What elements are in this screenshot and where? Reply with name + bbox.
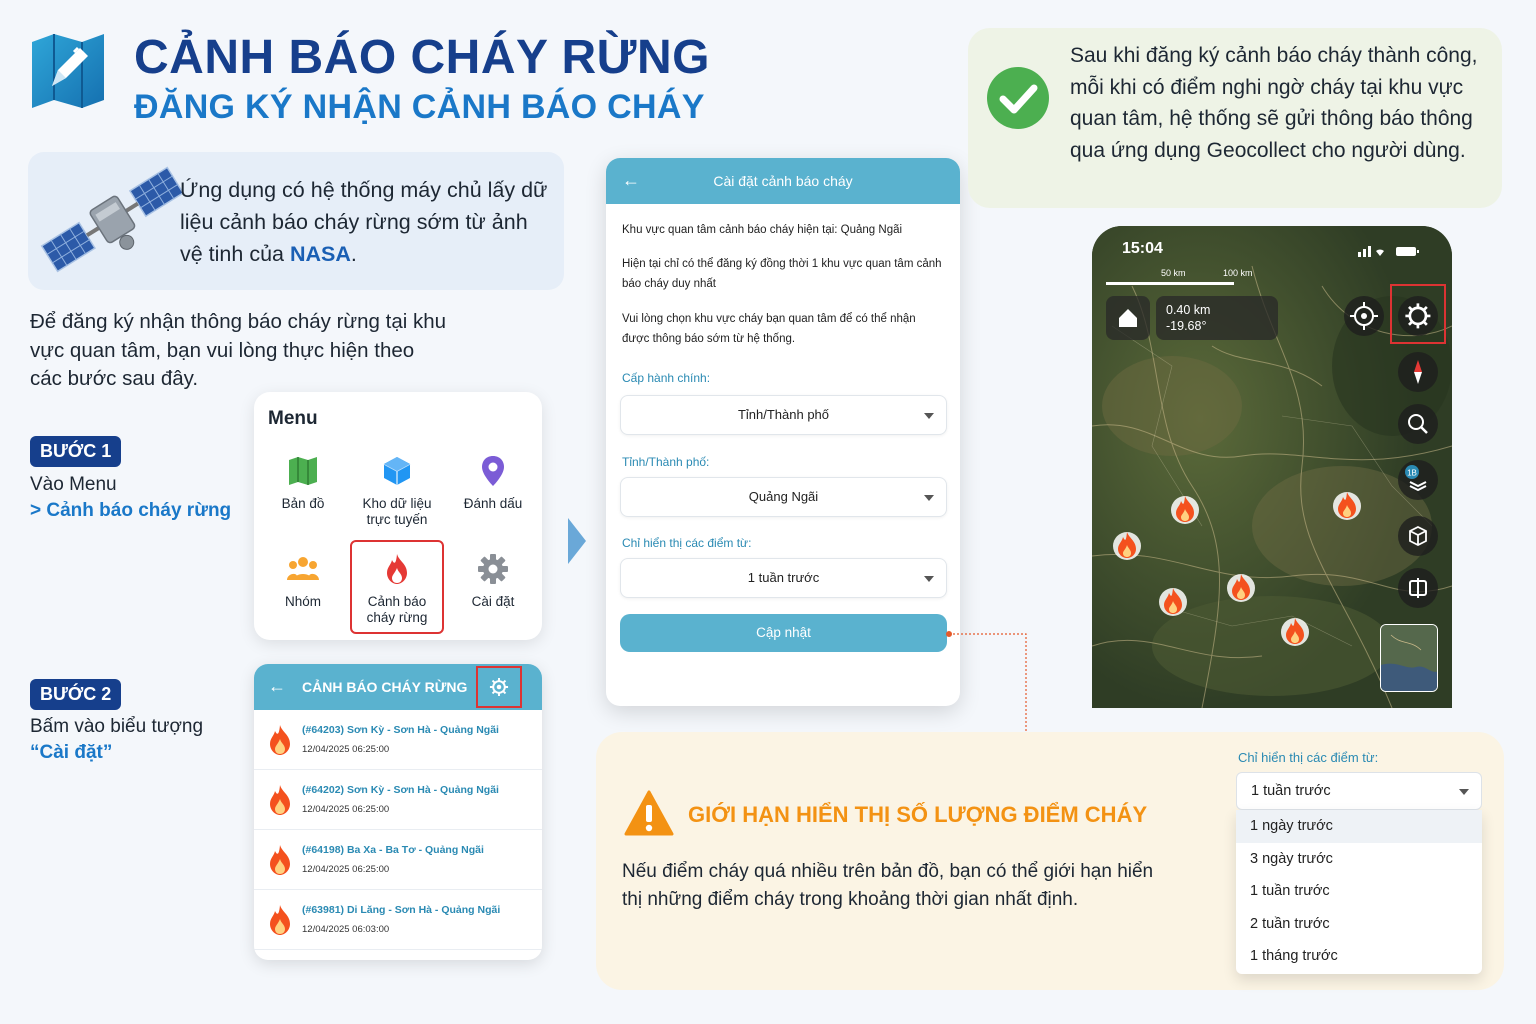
step2-badge: BƯỚC 2 [30,679,121,710]
chevron-down-icon [924,413,934,419]
cube-icon [380,454,414,488]
ruler-icon [1398,568,1438,608]
locate-button[interactable] [1344,296,1384,336]
step1-link: > Cảnh báo cháy rừng [30,500,232,521]
search-icon [1398,404,1438,444]
check-circle-icon [986,66,1050,130]
chevron-right-icon [566,516,588,566]
current-area-text: Khu vực quan tâm cảnh báo cháy hiện tại: Quảng Ngãi [622,224,903,236]
gear-icon [488,676,510,698]
fire-icon [266,784,294,816]
fire-settings-screen [606,158,960,706]
crosshair-icon [1344,296,1384,336]
fire-alert-row[interactable]: (#63981) Di Lăng - Sơn Hà - Quảng Ngãi 12/04/2025 06:03:00 [254,890,542,950]
layers-icon [1398,460,1438,500]
menu-item-fire-alert[interactable]: Cảnh báo cháy rừng [350,540,444,634]
range-label: Chỉ hiển thị các điểm từ: [622,536,752,550]
fire-marker-icon[interactable] [1280,614,1310,648]
success-note-text: Sau khi đăng ký cảnh báo cháy thành công, mỗi khi có điểm nghi ngờ cháy tại khu vực quan tâm, hệ thống sẽ gửi thông báo thông qua ứng dụng Geocollect cho người dùng. [1070,44,1478,162]
success-note [968,28,1502,208]
back-arrow-icon[interactable]: ← [268,676,286,696]
fire-list-header [254,664,542,710]
step1-text: Vào Menu > Cảnh báo cháy rừng [30,472,231,524]
admin-level-select[interactable]: Tỉnh/Thành phố [620,395,947,435]
minimap[interactable] [1380,624,1438,692]
page-title: CẢNH BÁO CHÁY RỪNG [134,31,710,84]
menu-item-bookmark[interactable]: Đánh dấu [446,454,540,512]
fire-alert-list-card [254,664,542,960]
step2-link: “Cài đặt” [30,742,113,763]
settings-header [606,158,960,204]
dropdown-option[interactable]: 1 tháng trước [1250,948,1338,965]
range-dropdown-label: Chỉ hiển thị các điểm từ: [1238,750,1379,765]
menu-title: Menu [268,408,318,429]
step2-text: Bấm vào biểu tượng “Cài đặt” [30,714,203,766]
update-button[interactable]: Cập nhật [620,614,947,652]
compass-icon [1398,352,1438,392]
map-phone-screen: 15:04 50 km 100 km 0.40 km -19.68° 1B [1092,226,1452,708]
fire-marker-icon[interactable] [1332,488,1362,522]
single-area-note: Hiện tại chỉ có thể đăng ký đồng thời 1 khu vực quan tâm cảnh báo cháy duy nhất [622,258,942,290]
pin-icon [476,454,510,488]
page-subtitle: ĐĂNG KÝ NHẬN CẢNH BÁO CHÁY [134,88,705,126]
menu-item-map[interactable]: Bản đồ [256,454,350,512]
dropdown-option[interactable]: 3 ngày trước [1250,850,1333,867]
steps-intro-text: Để đăng ký nhận thông báo cháy rừng tại khu vực quan tâm, bạn vui lòng thực hiện theo các bước sau đây. [30,310,447,390]
fire-alert-row[interactable]: (#64198) Ba Xa - Ba Tơ - Quảng Ngãi 12/04/2025 06:25:00 [254,830,542,890]
fire-alert-row[interactable]: (#64202) Sơn Kỳ - Sơn Hà - Quảng Ngãi 12/04/2025 06:25:00 [254,770,542,830]
status-icons [1358,244,1424,258]
measure-button[interactable] [1398,568,1438,608]
warning-icon [624,790,674,838]
range-dropdown[interactable]: 1 tuần trước [1236,772,1482,810]
range-dropdown-options [1236,810,1482,974]
gear-icon [1398,296,1438,336]
chevron-down-icon [924,495,934,501]
satellite-icon [36,164,192,280]
group-icon [286,552,320,586]
menu-card [254,392,542,640]
fire-icon [380,552,414,586]
svg-text:1B: 1B [1407,468,1417,478]
dropdown-option[interactable]: 2 tuần trước [1250,915,1330,932]
chevron-down-icon [924,576,934,582]
limit-title: GIỚI HẠN HIỂN THỊ SỐ LƯỢNG ĐIỂM CHÁY [688,802,1148,827]
province-label: Tỉnh/Thành phố: [622,455,710,469]
fire-alert-row[interactable]: (#64203) Sơn Kỳ - Sơn Hà - Quảng Ngãi 12/04/2025 06:25:00 [254,710,542,770]
range-select[interactable]: 1 tuần trước [620,558,947,598]
measure-readout: 0.40 km -19.68° [1156,296,1278,340]
app-logo [28,30,108,112]
fire-marker-icon[interactable] [1158,584,1188,618]
map-settings-button[interactable] [1398,296,1438,336]
map-icon [286,454,320,488]
fire-list-title: CẢNH BÁO CHÁY RỪNG [302,679,468,695]
home-button[interactable] [1106,296,1150,340]
fire-icon [266,844,294,876]
layers-button[interactable] [1398,460,1438,500]
gear-icon [476,552,510,586]
intro-text: Ứng dụng có hệ thống máy chủ lấy dữ liệu cảnh báo cháy rừng sớm từ ảnh vệ tinh của NASA. [180,178,548,266]
settings-title: Cài đặt cảnh báo cháy [713,173,853,189]
3d-button[interactable] [1398,516,1438,556]
intro-box [28,152,564,290]
step1-badge: BƯỚC 1 [30,436,121,467]
search-button[interactable] [1398,404,1438,444]
fire-marker-icon[interactable] [1226,570,1256,604]
home-icon [1106,296,1150,340]
chevron-down-icon [1459,789,1469,795]
admin-level-label: Cấp hành chính: [622,371,711,385]
menu-item-settings[interactable]: Cài đặt [446,552,540,610]
menu-item-group[interactable]: Nhóm [256,552,350,610]
fire-marker-icon[interactable] [1170,492,1200,526]
compass-button[interactable] [1398,352,1438,392]
cube-outline-icon [1398,516,1438,556]
fire-marker-icon[interactable] [1112,528,1142,562]
fire-icon [266,724,294,756]
dropdown-option[interactable]: 1 tuần trước [1250,883,1330,900]
settings-button[interactable] [476,666,522,708]
dropdown-option[interactable]: 1 ngày trước [1236,810,1482,843]
minimap-image [1381,625,1438,692]
back-arrow-icon[interactable]: ← [622,170,640,190]
province-select[interactable]: Quảng Ngãi [620,477,947,517]
limit-text: Nếu điểm cháy quá nhiều trên bản đồ, bạn có thể giới hạn hiển thị những điểm cháy trong khoảng thời gian nhất định. [622,861,1154,910]
status-clock: 15:04 [1122,240,1163,257]
select-area-note: Vui lòng chọn khu vực cháy bạn quan tâm để có thể nhận được thông báo sớm từ hệ thống. [622,313,916,345]
menu-item-online-data[interactable]: Kho dữ liệu trực tuyến [350,454,444,528]
fire-icon [266,904,294,936]
